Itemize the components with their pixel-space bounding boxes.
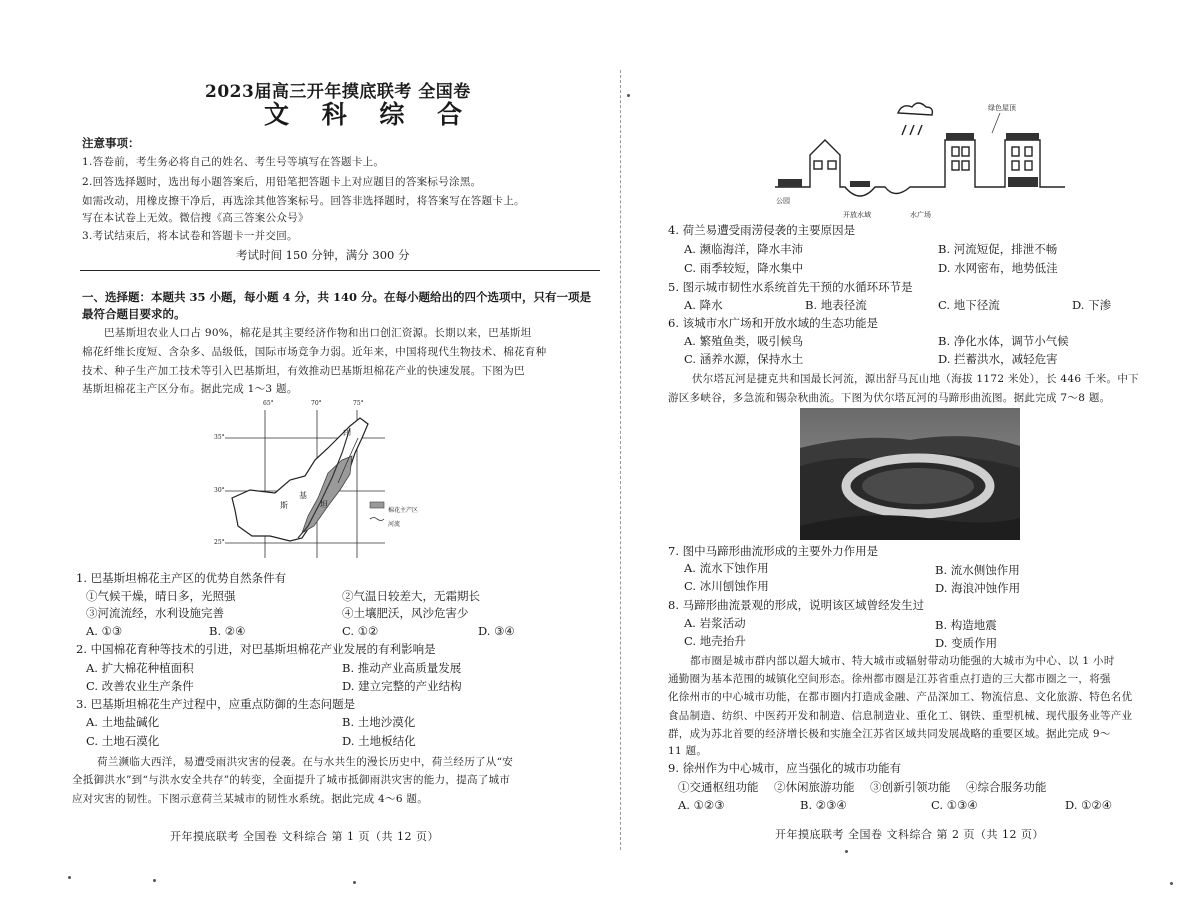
page-footer: 开年摸底联考 全国卷 文科综合 第 1 页（共 12 页） <box>170 830 439 843</box>
q5-option-b[interactable]: B. 地表径流 <box>805 298 867 312</box>
lat-label: 30° <box>214 487 225 494</box>
divider <box>80 270 600 271</box>
passage-line: 全抵御洪水”到“与洪水安全共存”的转变，全面提升了城市抵御雨洪灾害的能力，提高了城市 <box>72 774 511 786</box>
q9-item: ①交通枢纽功能 <box>678 780 759 794</box>
q3-option-d[interactable]: D. 土地板结化 <box>342 734 416 748</box>
passage-line: 都市圈是城市群内部以超大城市、特大城市或辐射带动功能强的大城市为中心、以 1 小时 <box>690 655 1115 667</box>
q7-option-c[interactable]: C. 冰川刨蚀作用 <box>684 579 769 593</box>
q1-option-c[interactable]: C. ①② <box>342 624 379 638</box>
question-5-stem: 5. 图示城市韧性水系统首先干预的水循环环节是 <box>668 280 913 294</box>
time-info: 考试时间 150 分钟，满分 300 分 <box>236 248 410 262</box>
label-green-roof: 绿色屋顶 <box>988 104 1016 112</box>
question-9-stem: 9. 徐州作为中心城市，应当强化的城市功能有 <box>668 761 902 775</box>
map-region-label: 坦 <box>320 500 328 509</box>
question-1-stem: 1. 巴基斯坦棉花主产区的优势自然条件有 <box>76 571 287 585</box>
q4-option-d[interactable]: D. 水网密布，地势低洼 <box>938 261 1058 275</box>
q5-option-c[interactable]: C. 地下径流 <box>938 298 1000 312</box>
passage-line: 荷兰濒临大西洋，易遭受雨洪灾害的侵袭。在与水共生的漫长历史中，荷兰经历了从“安 <box>97 756 514 768</box>
q1-option-b[interactable]: B. ②④ <box>209 624 246 638</box>
q8-option-b[interactable]: B. 构造地震 <box>935 618 997 632</box>
passage-line: 巴基斯坦农业人口占 90%，棉花是其主要经济作物和出口创汇资源。长期以来，巴基斯坦 <box>104 327 532 339</box>
q7-option-b[interactable]: B. 流水侧蚀作用 <box>935 563 1020 577</box>
resilient-water-system-diagram <box>770 95 1070 215</box>
question-8-stem: 8. 马蹄形曲流景观的形成，说明该区域曾经发生过 <box>668 598 925 612</box>
notice-line: 2.回答选择题时，选出每小题答案后，用铅笔把答题卡上对应题目的答案标号涂黑。 <box>82 176 482 188</box>
passage-line: 基斯坦棉花主产区分布。据此完成 1～3 题。 <box>82 383 298 395</box>
passage-line: 游区多峡谷，多急流和锡杂秋曲流。下图为伏尔塔瓦河的马蹄形曲流图。据此完成 7～8 题。 <box>668 392 1111 404</box>
notice-line: 3.考试结束后，将本试卷和答题卡一并交回。 <box>82 230 298 242</box>
q3-option-b[interactable]: B. 土地沙漠化 <box>342 715 416 729</box>
q1-item: ③河流流经，水利设施完善 <box>86 606 224 620</box>
label-park: 公园 <box>776 197 790 205</box>
q2-option-b[interactable]: B. 推动产业高质量发展 <box>342 661 462 675</box>
q9-option-c[interactable]: C. ①③④ <box>931 798 978 812</box>
q6-option-a[interactable]: A. 繁殖鱼类，吸引候鸟 <box>684 334 804 348</box>
q5-option-a[interactable]: A. 降水 <box>684 298 723 312</box>
scan-speck <box>845 850 848 853</box>
scan-speck <box>153 879 156 882</box>
label-open-water: 开放水域 <box>843 211 871 219</box>
pakistan-cotton-map <box>210 398 450 558</box>
q3-option-a[interactable]: A. 土地盐碱化 <box>86 715 160 729</box>
question-2-stem: 2. 中国棉花育种等技术的引进，对巴基斯坦棉花产业发展的有利影响是 <box>76 642 436 656</box>
notice-line: 1.答卷前，考生务必将自己的姓名、考生号等填写在答题卡上。 <box>82 156 385 168</box>
q8-option-c[interactable]: C. 地壳抬升 <box>684 634 746 648</box>
q6-option-c[interactable]: C. 涵养水源，保持水土 <box>684 352 804 366</box>
lon-label: 75° <box>353 400 364 407</box>
passage-line: 群，成为苏北首要的经济增长极和实施全江苏省区域共同发展战略的重要区域。据此完成 9～ <box>668 728 1111 740</box>
question-6-stem: 6. 该城市水广场和开放水域的生态功能是 <box>668 316 879 330</box>
lat-label: 35° <box>214 434 225 441</box>
q2-option-c[interactable]: C. 改善农业生产条件 <box>86 679 194 693</box>
page-footer: 开年摸底联考 全国卷 文科综合 第 2 页（共 12 页） <box>775 828 1044 841</box>
q1-item: ④土壤肥沃，风沙危害少 <box>342 606 469 620</box>
scan-speck <box>1170 882 1173 885</box>
label-water-square: 水广场 <box>910 211 931 219</box>
section1-heading: 一、选择题：本题共 35 小题，每小题 4 分，共 140 分。在每小题给出的四个选项中，只有一项是 <box>82 290 592 304</box>
q6-option-d[interactable]: D. 拦蓄洪水，减轻危害 <box>938 352 1058 366</box>
q9-item: ③创新引领功能 <box>870 780 951 794</box>
lon-label: 70° <box>311 400 322 407</box>
q2-option-a[interactable]: A. 扩大棉花种植面积 <box>86 661 194 675</box>
q1-item: ①气候干燥，晴日多，光照强 <box>86 589 236 603</box>
q9-item: ④综合服务功能 <box>966 780 1047 794</box>
lat-label: 25° <box>214 539 225 546</box>
q1-option-a[interactable]: A. ①③ <box>86 624 123 638</box>
q8-option-a[interactable]: A. 岩浆活动 <box>684 616 746 630</box>
q4-option-c[interactable]: C. 雨季较短，降水集中 <box>684 261 804 275</box>
notice-line: 写在本试卷上无效。微信搜《高三答案公众号》 <box>82 212 309 224</box>
q9-option-a[interactable]: A. ①②③ <box>678 798 725 812</box>
subject-title: 文 科 综 合 <box>264 100 475 129</box>
q1-item: ②气温日较差大，无霜期长 <box>342 589 480 603</box>
page-2 <box>610 0 1200 908</box>
q7-option-a[interactable]: A. 流水下蚀作用 <box>684 561 769 575</box>
passage-line: 食品制造、纺织、中医药开发和制造、信息制造业、重化工、钢铁、重型机械、现代服务业等产业 <box>668 710 1133 722</box>
q4-option-a[interactable]: A. 濒临海洋，降水丰沛 <box>684 242 804 256</box>
passage-line: 应对灾害的韧性。下图示意荷兰某城市的韧性水系统。据此完成 4～6 题。 <box>72 793 429 805</box>
horseshoe-bend-photo <box>800 408 1020 540</box>
map-region-label: 基 <box>299 491 307 500</box>
q5-option-d[interactable]: D. 下渗 <box>1072 298 1112 312</box>
scan-speck <box>68 876 71 879</box>
lon-label: 65° <box>263 400 274 407</box>
q1-option-d[interactable]: D. ③④ <box>478 624 515 638</box>
q2-option-d[interactable]: D. 建立完整的产业结构 <box>342 679 462 693</box>
passage-line: 11 题。 <box>668 745 708 757</box>
passage-line: 伏尔塔瓦河是捷克共和国最长河流，源出舒马瓦山地（海拔 1172 米处），长 446 千米。中下 <box>692 373 1139 385</box>
q6-option-b[interactable]: B. 净化水体，调节小气候 <box>938 334 1069 348</box>
q3-option-c[interactable]: C. 土地石漠化 <box>86 734 160 748</box>
scan-speck <box>627 94 630 97</box>
notice-line: 如需改动，用橡皮擦干净后，再选涂其他答案标号。回答非选择题时，将答案写在答题卡上。 <box>82 195 525 207</box>
q7-option-d[interactable]: D. 海浪冲蚀作用 <box>935 581 1021 595</box>
map-region-label: 斯 <box>280 501 288 510</box>
q9-option-b[interactable]: B. ②③④ <box>800 798 847 812</box>
q8-option-d[interactable]: D. 变质作用 <box>935 636 998 650</box>
legend-cotton: 棉花主产区 <box>388 507 419 514</box>
question-4-stem: 4. 荷兰易遭受雨涝侵袭的主要原因是 <box>668 223 856 237</box>
notice-heading: 注意事项： <box>82 136 140 150</box>
q9-item: ②休闲旅游功能 <box>774 780 855 794</box>
map-region-label: 印 <box>343 429 351 438</box>
scan-speck <box>353 881 356 884</box>
section1-heading-cont: 最符合题目要求的。 <box>82 307 186 321</box>
passage-line: 通勤圈为基本范围的城镇化空间形态。徐州都市圈是江苏省重点打造的三大都市圈之一，将强 <box>668 673 1111 685</box>
passage-line: 技术、种子生产加工技术等引入巴基斯坦，有效推动巴基斯坦棉花产业的快速发展。下图为巴 <box>82 365 525 377</box>
passage-line: 化徐州市的中心城市功能，在都市圈内打造成金融、产品深加工、物流信息、文化旅游、特色名优 <box>668 691 1133 703</box>
q9-option-d[interactable]: D. ①②④ <box>1065 798 1113 812</box>
exam-title: 2023届高三开年摸底联考 全国卷 <box>205 82 471 102</box>
q4-option-b[interactable]: B. 河流短促，排泄不畅 <box>938 242 1058 256</box>
passage-line: 棉花纤维长度短、含杂多、品级低，国际市场竞争力弱。近年来，中国将现代生物技术、棉花育种 <box>82 346 547 358</box>
question-3-stem: 3. 巴基斯坦棉花生产过程中，应重点防御的生态问题是 <box>76 697 356 711</box>
question-7-stem: 7. 图中马蹄形曲流形成的主要外力作用是 <box>668 544 879 558</box>
legend-river: 河流 <box>388 521 401 528</box>
